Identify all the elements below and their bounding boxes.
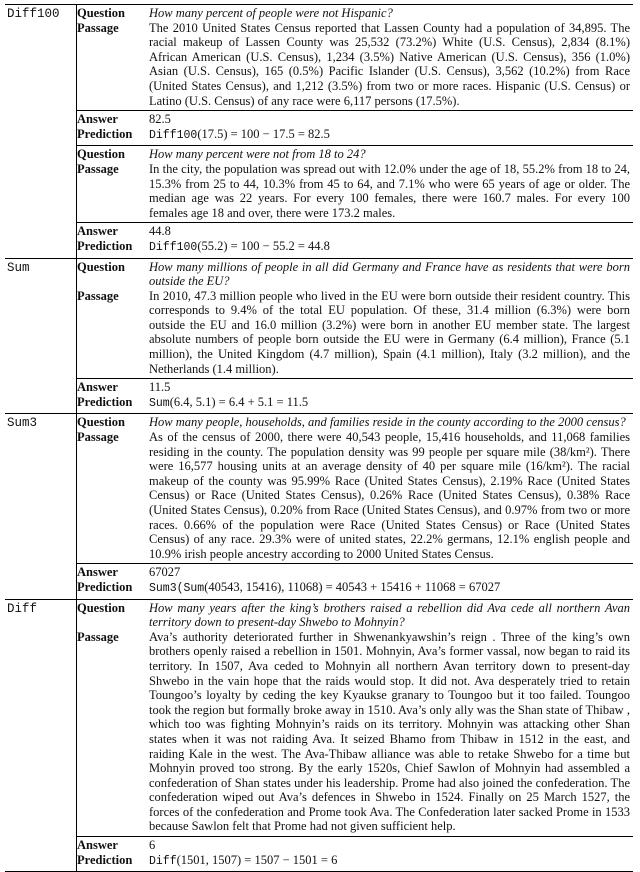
answer-value: 11.5: [149, 380, 171, 395]
question-label: Question: [77, 147, 125, 162]
examples-table: [5, 4, 633, 872]
op-block-diff: [5, 600, 633, 872]
question-text: How many percent were not from 18 to 24?: [149, 147, 366, 162]
op-block-sum3: [5, 414, 633, 599]
op-body: [76, 414, 633, 598]
passage-label: Passage: [77, 20, 119, 35]
prediction-expression: [149, 127, 630, 144]
prediction-label: Prediction: [77, 852, 133, 867]
answer-label: Answer: [77, 112, 118, 127]
question-text: How many percent of people were not Hispanic?: [149, 6, 393, 20]
answer-prediction: [77, 836, 633, 871]
passage-text: In the city, the population was spread out with 12.0% under the age of 18, 55.2% from 18 to 24, 15.3% from 25 to 44, 10.3% from 45 to 64, and 7.1% who were 65 years of age or older. The median age was 22 years. For every 100 females, there were 160.7 males. For every 100 females age 18 and over, there were 173.2 males.: [149, 161, 630, 220]
question-text: How many years after the king’s brothers raised a rebellion did Ava cede all northern Avan territory down to present-day Shwebo to Mohnyin?: [149, 600, 630, 630]
op-block-sum: [5, 259, 633, 415]
prediction-math: (1501, 1507) = 1507 − 1501 = 6: [176, 852, 338, 867]
prediction-label: Prediction: [77, 579, 133, 594]
example: [77, 259, 633, 414]
answer-label: Answer: [77, 838, 118, 853]
answer-prediction: [77, 110, 633, 145]
question-passage: [77, 5, 633, 110]
answer-value: 82.5: [149, 112, 171, 127]
op-name: Sum3: [7, 416, 38, 431]
prediction-function: Diff100: [149, 128, 198, 142]
answer-value: 6: [149, 838, 156, 853]
question-passage: [77, 414, 633, 563]
prediction-label: Prediction: [77, 394, 133, 409]
question-text: How many people, households, and families reside in the county according to the 2000 census?: [149, 415, 626, 430]
question-label: Question: [77, 6, 125, 20]
passage-label: Passage: [77, 288, 119, 303]
question-passage: [77, 146, 633, 222]
prediction-math: (6.4, 5.1) = 6.4 + 5.1 = 11.5: [169, 394, 309, 409]
question-label: Question: [77, 415, 125, 430]
answer-prediction: [77, 222, 633, 257]
passage-label: Passage: [77, 629, 119, 644]
prediction-label: Prediction: [77, 126, 133, 141]
prediction-label: Prediction: [77, 238, 133, 253]
op-body: [76, 600, 633, 872]
question-passage: [77, 259, 633, 379]
op-name: Diff: [7, 601, 38, 616]
passage-label: Passage: [77, 161, 119, 176]
prediction-expression: [149, 580, 630, 597]
op-name: Sum: [7, 260, 30, 275]
passage-text: As of the census of 2000, there were 40,543 people, 15,416 households, and 11,068 families residing in the county. The population density was 99 people per square mile (38/km²). There were 16,577 housing units at an average density of 40 per square mile (16/km²). The racial makeup of the county was 95.99% Race (United States Census), 2.19% Race (United States Census) or Race (United States Census), 0.26% Race (United States Census), 0.38% Race (United States Census), 0.20% from Race (United States Census), and 0.97% from two or more races. 0.66% of the population were Race (United States Census) or Race (United States Census) of any race. 29.3% were of united states, 22.2% germans, 12.1% english people and 10.9% irish people ancestry according to 2000 United States Census.: [149, 430, 630, 561]
op-block-diff100: [5, 5, 633, 259]
passage-text: Ava’s authority deteriorated further in Shwenankyawshin’s reign . Three of the king’s own brothers openly raised a rebellion in 1501. Mohnyin, Ava’s former vassal, now began to raid its territory. In 1507, Ava ceded to Mohnyin all northern Avan territory down to present-day Shwebo in the vain hope that the raids would stop. It did not. Ava desperately tried to retain Toungoo’s loyalty by ceding the key Kyaukse granary to Toungoo but it too failed. Toungoo took the region but formally broke away in 1510. Ava’s only ally was the Shan state of Thibaw , which too was fighting Mohnyin’s raids on its territory. Mohnyin was attacking other Shan states when it was not raiding Ava. It seized Bhamo from Thibaw in 1512 in the east, and raiding Kale in the west. The Ava-Thibaw alliance was able to retake Shwebo for a time but Mohnyin proved too strong. By the early 1520s, Chief Sawlon of Mohnyin had assembled a confederation of Shan states under his leadership. Prome had also joined the confederation. The confederation wiped out Ava’s defences in Shwebo in 1524. Finally on 25 March 1527, the forces of the confederation and Prome took Ava. The Confederation later sacked Prome in 1533 because Sawlon felt that Prome had not given sufficient help.: [149, 629, 630, 834]
prediction-function: Diff: [149, 854, 177, 868]
prediction-math: (40543, 15416), 11068) = 40543 + 15416 + 11068 = 67027: [204, 579, 501, 594]
prediction-math: (55.2) = 100 − 55.2 = 44.8: [197, 238, 330, 253]
prediction-function: Sum: [149, 396, 170, 410]
question-passage: [77, 600, 633, 837]
answer-label: Answer: [77, 565, 118, 580]
example: [77, 5, 633, 145]
passage-text: In 2010, 47.3 million people who lived in the EU were born outside their resident country. This corresponds to 9.4% of the total EU population. Of these, 31.4 million (6.3%) were born outside the EU and 16.0 million (3.2%) were born in another EU member state. The largest absolute numbers of people born outside the EU were in Germany (6.4 million), France (5.1 million), the United Kingdom (4.7 million), Spain (4.1 million), Italy (3.2 million), and the Netherlands (1.4 million).: [149, 288, 630, 376]
example: [77, 600, 633, 872]
answer-label: Answer: [77, 380, 118, 395]
op-body: [76, 5, 633, 258]
answer-prediction: [77, 563, 633, 598]
example: [77, 414, 633, 598]
prediction-expression: [149, 239, 630, 256]
answer-value: 67027: [149, 565, 181, 580]
passage-text: The 2010 United States Census reported that Lassen County had a population of 34,895. The racial makeup of Lassen County was 25,532 (73.2%) White (U.S. Census), 2,834 (8.1%) African American (U.S. Census), 1,234 (3.5%) Native American (U.S. Census), 356 (1.0%) Asian (U.S. Census), 165 (0.5%) Pacific Islander (U.S. Census), 3,562 (10.2%) from Race (United States Census), and 1,212 (3.5%) from two or more races. Hispanic (U.S. Census) or Latino (U.S. Census) of any race were 6,117 persons (17.5%).: [149, 20, 630, 108]
prediction-function: Sum3(Sum: [149, 581, 205, 595]
question-label: Question: [77, 259, 125, 274]
question-label: Question: [77, 600, 125, 615]
question-text: How many millions of people in all did Germany and France have as residents that were born outside the EU?: [149, 259, 630, 289]
prediction-function: Diff100: [149, 240, 198, 254]
answer-label: Answer: [77, 224, 118, 239]
op-body: [76, 259, 633, 414]
example: [77, 145, 633, 257]
prediction-math: (17.5) = 100 − 17.5 = 82.5: [197, 126, 330, 141]
answer-prediction: [77, 378, 633, 413]
prediction-expression: [149, 853, 630, 870]
prediction-expression: [149, 395, 630, 412]
op-name: Diff100: [7, 7, 60, 21]
answer-value: 44.8: [149, 224, 171, 239]
passage-label: Passage: [77, 430, 119, 445]
